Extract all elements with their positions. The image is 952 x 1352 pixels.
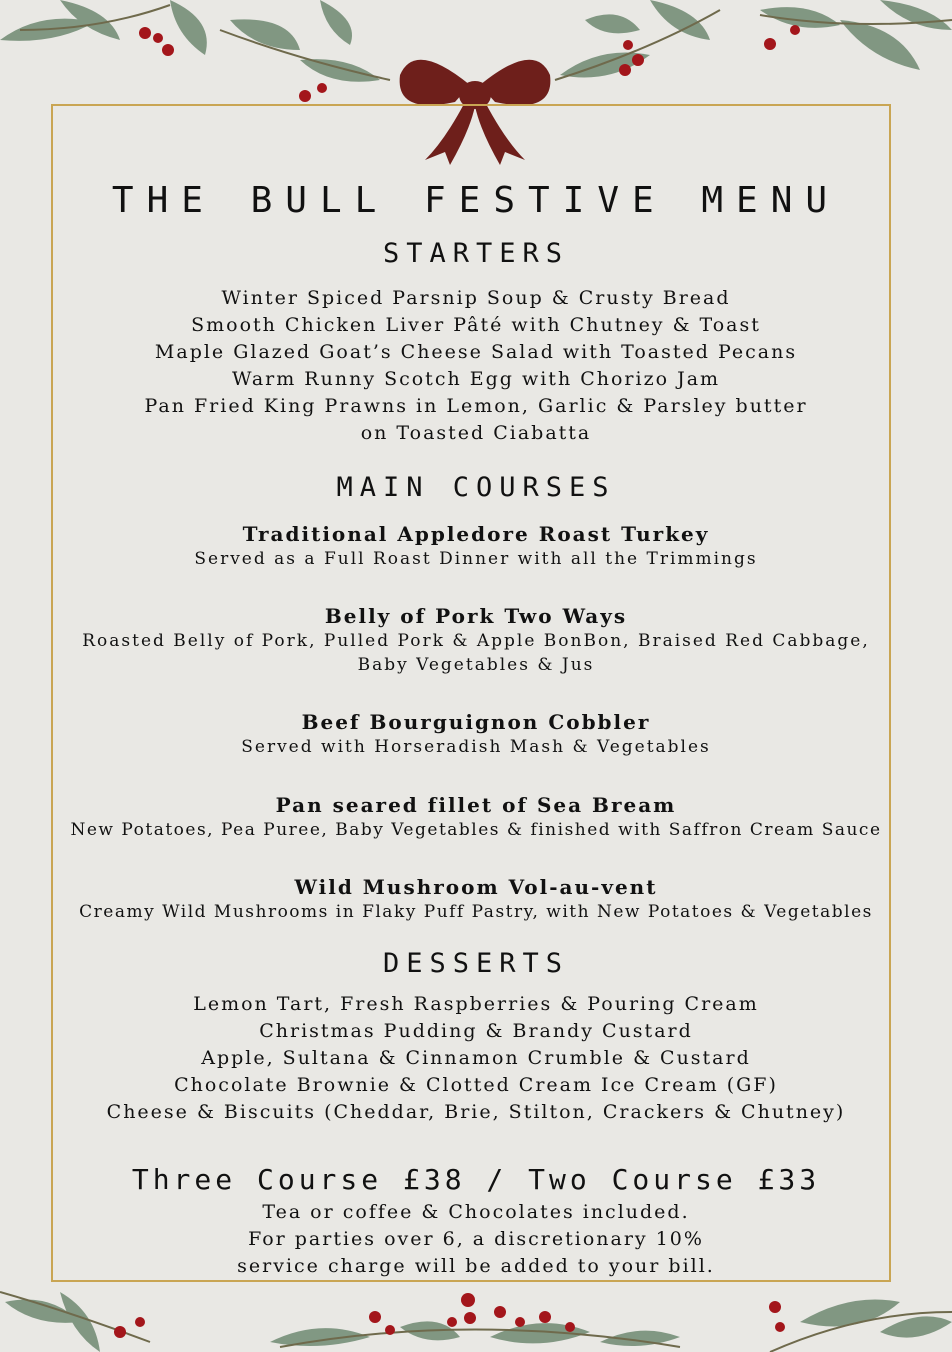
- list-item: Chocolate Brownie & Clotted Cream Ice Cream (GF): [174, 1074, 778, 1096]
- dish-name: Belly of Pork Two Ways: [324, 604, 628, 628]
- list-item: Christmas Pudding & Brandy Custard: [259, 1020, 693, 1042]
- starters-list: [0, 285, 952, 447]
- list-item: Lemon Tart, Fresh Raspberries & Pouring Cream: [193, 993, 759, 1015]
- desserts-list: [0, 991, 952, 1126]
- list-item: on Toasted Ciabatta: [360, 422, 592, 444]
- list-item: Maple Glazed Goat’s Cheese Salad with Toasted Pecans: [154, 341, 798, 363]
- dish-description: Served with Horseradish Mash & Vegetables: [241, 737, 711, 757]
- dish-name: Traditional Appledore Roast Turkey: [242, 522, 710, 546]
- main-dish: [0, 709, 952, 759]
- list-item: Pan Fried King Prawns in Lemon, Garlic & Parsley butter: [144, 395, 808, 417]
- main-dish: [0, 603, 952, 677]
- dish-description: Served as a Full Roast Dinner with all the Trimmings: [194, 549, 758, 569]
- menu-title: THE BULL FESTIVE MENU: [111, 180, 841, 221]
- pricing-text: Three Course £38 / Two Course £33: [131, 1163, 821, 1196]
- dish-description: Creamy Wild Mushrooms in Flaky Puff Pastry, with New Potatoes & Vegetables: [79, 902, 873, 922]
- main-courses-heading: MAIN COURSES: [336, 472, 616, 503]
- dish-name: Wild Mushroom Vol-au-vent: [294, 875, 658, 899]
- bottom-foliage-decoration: [0, 1282, 952, 1352]
- list-item: Smooth Chicken Liver Pâté with Chutney & Toast: [191, 314, 761, 336]
- note-line: For parties over 6, a discretionary 10%: [248, 1228, 704, 1250]
- top-foliage-decoration: [0, 0, 952, 110]
- dish-name: Pan seared fillet of Sea Bream: [275, 793, 677, 817]
- main-dish: [0, 792, 952, 842]
- dish-name: Beef Bourguignon Cobbler: [301, 710, 651, 734]
- starters-heading: STARTERS: [382, 238, 570, 269]
- dish-description: Baby Vegetables & Jus: [357, 655, 595, 675]
- dish-description: Roasted Belly of Pork, Pulled Pork & Apple BonBon, Braised Red Cabbage,: [82, 631, 870, 651]
- note-line: Tea or coffee & Chocolates included.: [262, 1201, 690, 1223]
- desserts-heading: DESSERTS: [382, 948, 570, 979]
- main-dish: [0, 874, 952, 924]
- main-dish: [0, 521, 952, 571]
- list-item: Warm Runny Scotch Egg with Chorizo Jam: [231, 368, 721, 390]
- note-line: service charge will be added to your bill.: [237, 1255, 715, 1277]
- footer-notes: [0, 1199, 952, 1280]
- list-item: Cheese & Biscuits (Cheddar, Brie, Stilton, Crackers & Chutney): [106, 1101, 846, 1123]
- dish-description: New Potatoes, Pea Puree, Baby Vegetables & finished with Saffron Cream Sauce: [70, 820, 882, 840]
- list-item: Apple, Sultana & Cinnamon Crumble & Custard: [201, 1047, 751, 1069]
- list-item: Winter Spiced Parsnip Soup & Crusty Bread: [221, 287, 731, 309]
